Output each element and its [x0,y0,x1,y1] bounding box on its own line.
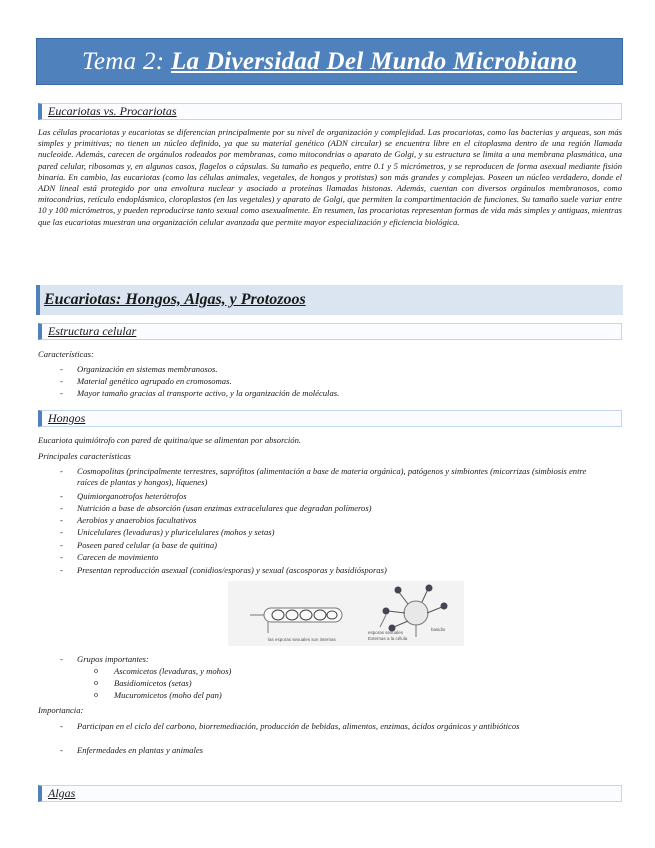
basidiospore [426,585,433,592]
list-item: Quimiorganotrofos heterótrofos [77,491,187,501]
basidiospore [383,608,390,615]
figure-label-left: las esporas sexuales son internas [268,637,336,642]
label-importancia: Importancia: [38,705,84,715]
label-principales-caracteristicas: Principales características [38,451,131,461]
bullet-dash: - [60,515,63,525]
figure-label-mid2: Externas a la célula [368,636,408,641]
bullet-dash: - [60,376,63,386]
bullet-dash: - [60,527,63,537]
bullet-dash: - [60,565,63,575]
list-item: Mayor tamaño gracias al transporte activo, y la organización de moléculas. [77,388,340,398]
list-item: Mucuromicetos (moho del pan) [114,690,222,700]
bullet-dash: - [60,745,63,755]
list-item: Aerobios y anaerobios facultativos [77,515,197,525]
paragraph-comparison: Las células procariotas y eucariotas se diferencian principalmente por su nivel de organización y complejidad. Las procariotas, como las bacterias y arqueas, son más simples y primitivas; no tienen un núcleo definido, ya que su material genético (ADN circular) se encuentra libre en el citoplasma dentro de una región llamada nucleoide. Además, carecen de orgánulos rodeados por membranas, como mitocondrias o aparato de Golgi, y su estructura se limita a una membrana plasmática, una pared celular, ribosomas y, en algunos casos, flagelos o cápsulas. Su tamaño es pequeño, entre 0.1 y 5 micrómetros, y se reproducen de forma asexual mediante fisión binaria. En cambio, las eucariotas (como las células animales, vegetales, de hongos y protistas) son más grandes y complejas. Poseen un núcleo verdadero, donde el ADN lineal está protegido por una envoltura nuclear y asociado a proteínas llamadas histonas. Además, cuentan con diversos orgánulos membranosos, como mitocondrias, retículo endoplásmico, cloroplastos (en las vegetales) y aparato de Golgi, que permiten la compartimentación de funciones. Su tamaño suele variar entre 10 y 100 micrómetros, y pueden reproducirse tanto sexual como asexualmente. En resumen, las procariotas representan formas de vida más simples y antiguas, mientras que las eucariotas muestran una organización celular avanzada que permite mayor especialización y eficiencia biológica. [38,127,622,227]
spore-diagram [228,581,464,646]
document-title [36,38,623,85]
bullet-dash: - [60,552,63,562]
bullet-dash: - [60,721,63,731]
list-item: Cosmopolitas (principalmente terrestres, saprófitos (alimentación a base de materia orgánica), patógenos y simbiontes (micorrizas (simbiosis entre raíces de plantas y hongos), líquenes) [77,466,587,487]
hongos-definition: Eucariota quimiótrofo con pared de quitina/que se alimentan por absorción. [38,435,302,445]
heading-algas: Algas [38,785,622,802]
heading-hongos-algas-protozoos-text: Eucariotas: Hongos, Algas, y Protozoos [44,291,306,308]
basidiospore [395,587,402,594]
bullet-dash: - [60,491,63,501]
list-item: Participan en el ciclo del carbono, biorremediación, producción de bebidas, alimentos, enzimas, ácidos orgánicos y antibióticos [77,721,520,731]
bullet-dash: - [60,503,63,513]
list-item: Basidiomicetos (setas) [114,678,192,688]
list-item: Enfermedades en plantas y animales [77,745,204,755]
label-caracteristicas: Características: [38,349,94,359]
list-item: Carecen de movimiento [77,552,159,562]
title-prefix: Tema 2: [81,47,171,75]
list-item: Nutrición a base de absorción (usan enzimas extracelulares que degradan polímeros) [77,503,372,513]
list-item: Unicelulares (levaduras) y pluricelulares (mohos y setas) [77,527,275,537]
list-item: Material genético agrupado en cromosomas. [77,376,232,386]
figure-label-right: basidio [431,627,446,632]
bullet-dash: - [60,540,63,550]
heading-hongos: Hongos [38,410,622,427]
spore-figure [228,581,464,646]
bullet-dash: - [60,388,63,398]
bullet-dash: - [60,466,63,476]
list-item: Poseen pared celular (a base de quitina) [77,540,218,550]
heading-eucariotas-vs-procariotas: Eucariotas vs. Procariotas [38,103,622,120]
figure-label-mid: esporas sexuales [368,630,404,635]
bullet-circle: o [94,666,98,675]
grupos-label: Grupos importantes: [77,654,149,664]
list-item: Organización en sistemas membranosos. [77,364,218,374]
list-item: Presentan reproducción asexual (conidios/esporas) y sexual (ascosporas y basidiósporas) [77,565,387,575]
bullet-circle: o [94,678,98,687]
bullet-dash: - [60,364,63,374]
heading-estructura-celular: Estructura celular [38,323,622,340]
bullet-dash: - [60,654,63,664]
basidiospore [441,603,448,610]
heading-hongos-algas-protozoos [36,285,623,315]
title-main: La Diversidad Del Mundo Microbiano [170,47,578,75]
list-item: Ascomicetos (levaduras, y mohos) [114,666,232,676]
bullet-circle: o [94,690,98,699]
